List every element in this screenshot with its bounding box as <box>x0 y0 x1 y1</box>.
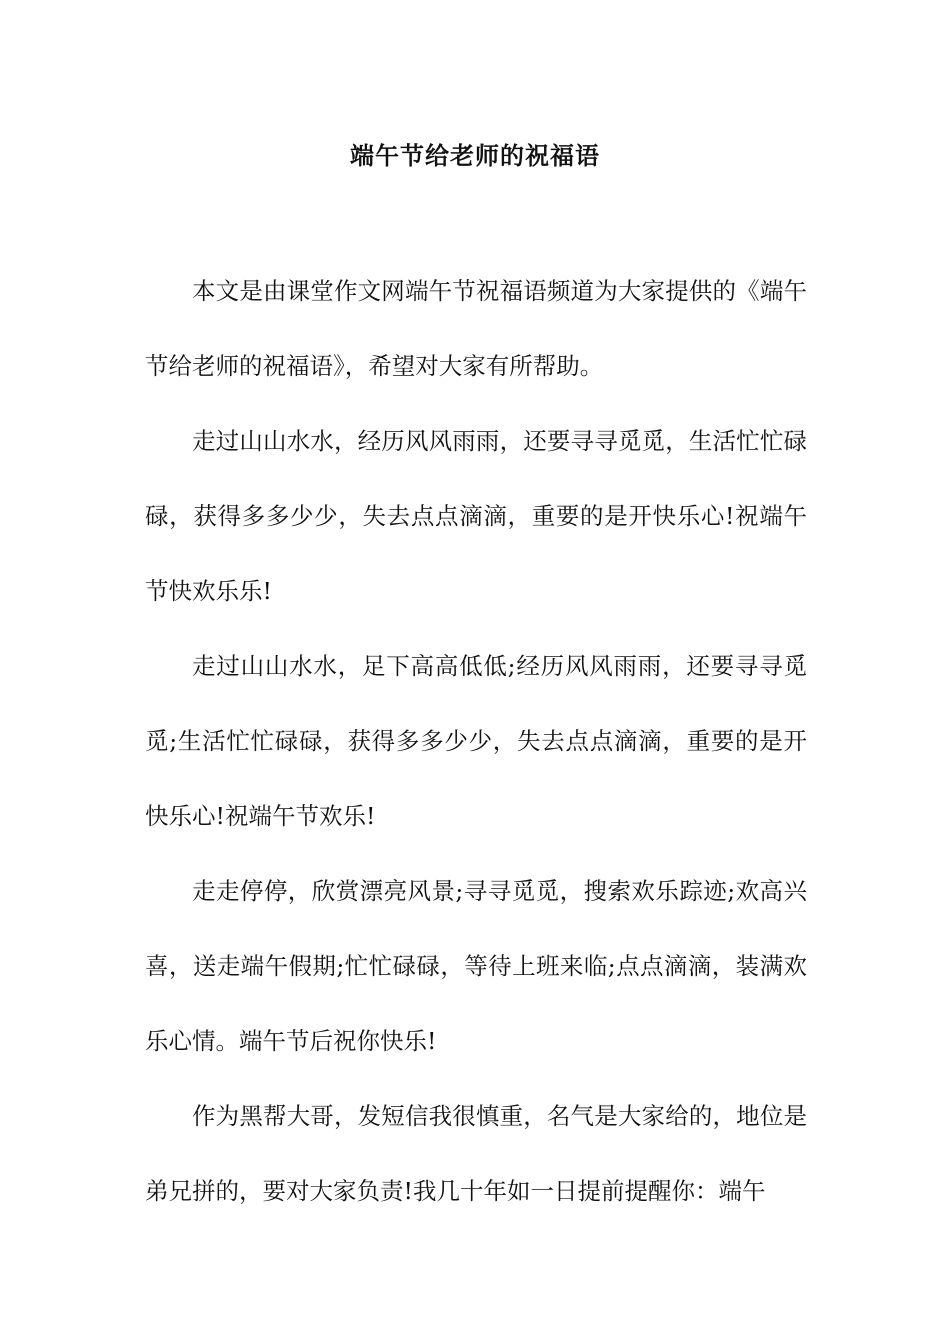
paragraph-greeting-3: 走走停停，欣赏漂亮风景;寻寻觅觅，搜索欢乐踪迹;欢高兴喜，送走端午假期;忙忙碌碌，等待上班来临;点点滴滴，装满欢乐心情。端午节后祝你快乐! <box>145 877 807 1055</box>
paragraph-greeting-1: 走过山山水水，经历风风雨雨，还要寻寻觅觅，生活忙忙碌碌，获得多多少少，失去点点滴滴，重要的是开快乐心!祝端午节快欢乐乐! <box>145 427 807 605</box>
document-title: 端午节给老师的祝福语 <box>350 141 600 170</box>
paragraph-greeting-4: 作为黑帮大哥，发短信我很慎重，名气是大家给的，地位是弟兄拼的，要对大家负责!我几十年如一日提前提醒你：端午 <box>145 1102 807 1205</box>
paragraph-intro: 本文是由课堂作文网端午节祝福语频道为大家提供的《端午节给老师的祝福语》，希望对大家有所帮助。 <box>145 277 807 380</box>
paragraph-greeting-2: 走过山山水水，足下高高低低;经历风风雨雨，还要寻寻觅觅;生活忙忙碌碌，获得多多少少，失去点点滴滴，重要的是开快乐心!祝端午节欢乐! <box>145 652 807 830</box>
document-body <box>145 254 807 1229</box>
